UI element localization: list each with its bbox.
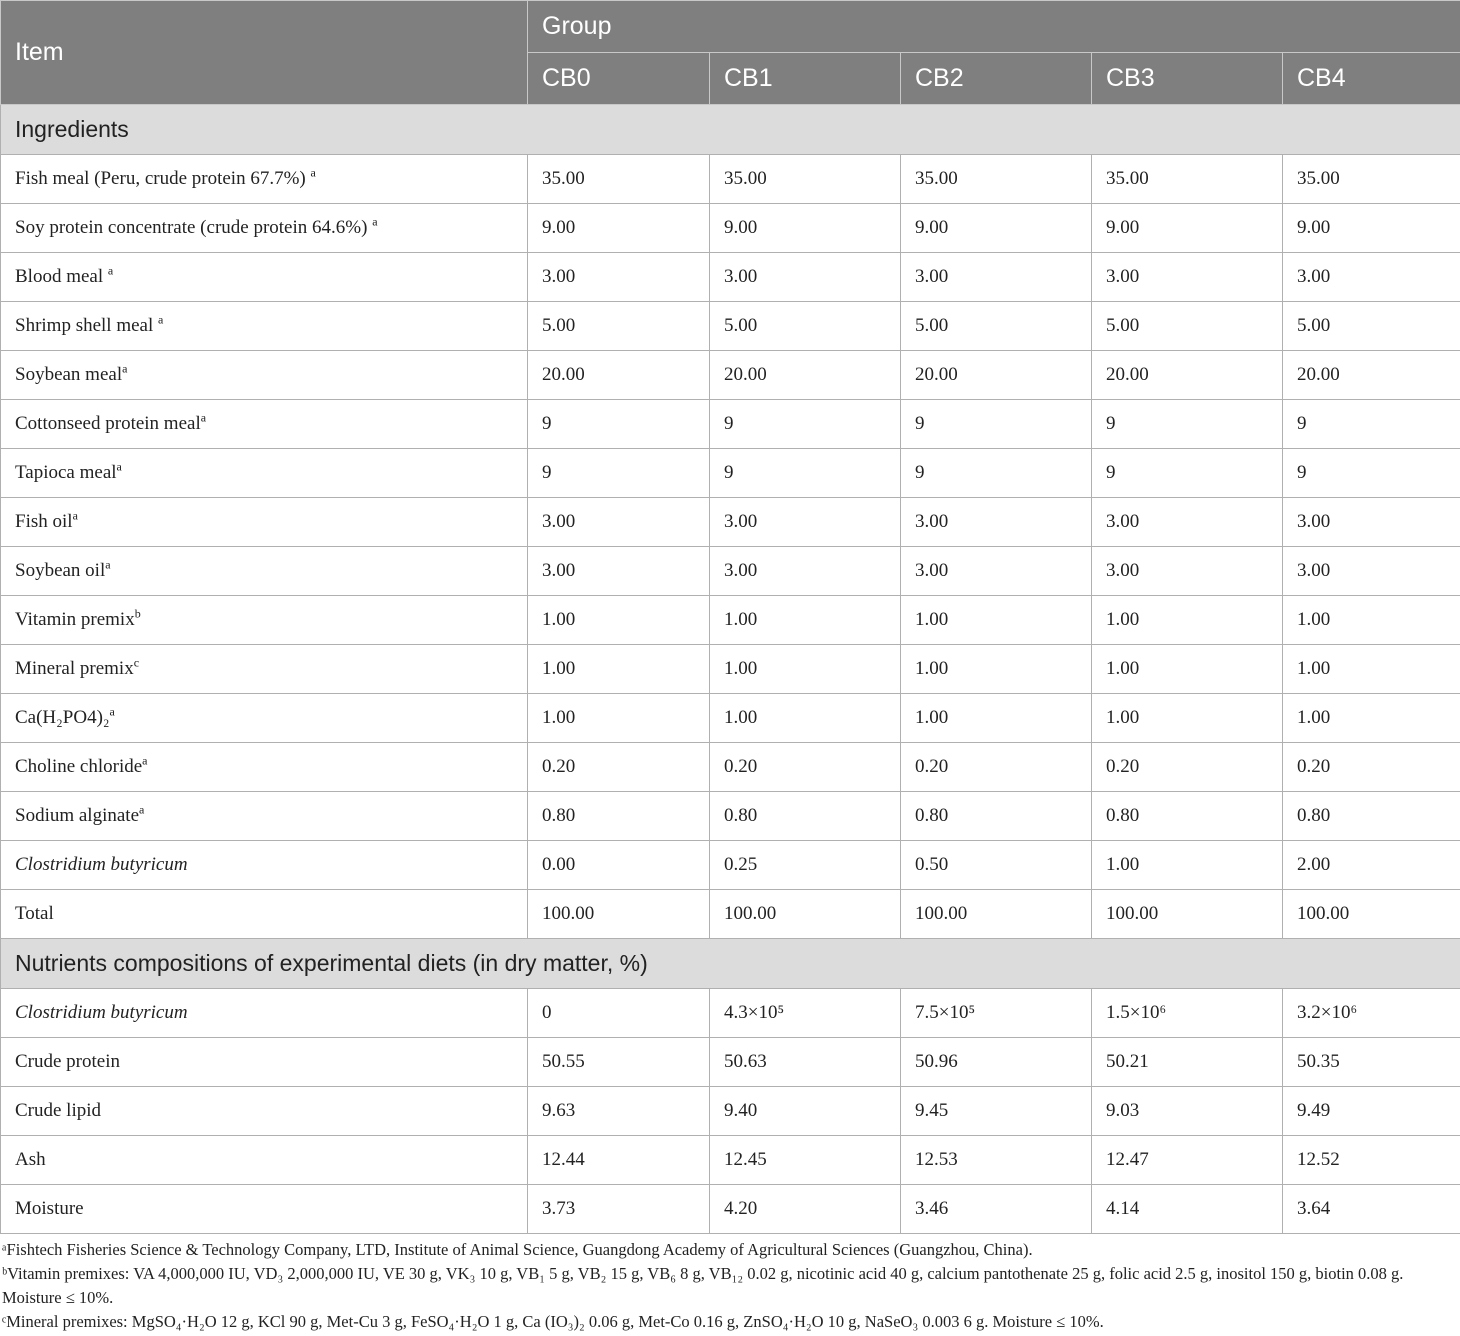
- value-cell-cb0: 3.73: [528, 1185, 710, 1234]
- row-label-cell: [1, 302, 528, 351]
- table-row: [1, 1038, 1460, 1087]
- value-cell-cb2: 9.45: [901, 1087, 1092, 1136]
- value-cell-cb4: 9: [1283, 449, 1460, 498]
- value-cell-cb1: 4.3×10⁵: [710, 989, 901, 1038]
- value-cell-cb3: 20.00: [1092, 351, 1283, 400]
- value-cell-cb2: 12.53: [901, 1136, 1092, 1185]
- value-cell-cb4: 5.00: [1283, 302, 1460, 351]
- value-cell-cb1: 9: [710, 449, 901, 498]
- value-cell-cb4: 20.00: [1283, 351, 1460, 400]
- value-cell-cb3: 1.00: [1092, 841, 1283, 890]
- row-label-cell: [1, 400, 528, 449]
- row-label-cell: [1, 1136, 528, 1185]
- value-cell-cb3: 3.00: [1092, 253, 1283, 302]
- row-label: Fish oil: [15, 511, 73, 532]
- value-cell-cb0: 1.00: [528, 694, 710, 743]
- row-label-cell: [1, 155, 528, 204]
- value-cell-cb3: 9.00: [1092, 204, 1283, 253]
- table-row: [1, 1185, 1460, 1234]
- table-row: [1, 792, 1460, 841]
- value-cell-cb1: 4.20: [710, 1185, 901, 1234]
- value-cell-cb2: 1.00: [901, 645, 1092, 694]
- row-label-cell: [1, 204, 528, 253]
- value-cell-cb0: 9.63: [528, 1087, 710, 1136]
- value-cell-cb4: 3.00: [1283, 498, 1460, 547]
- value-cell-cb3: 4.14: [1092, 1185, 1283, 1234]
- value-cell-cb0: 1.00: [528, 645, 710, 694]
- value-cell-cb3: 9.03: [1092, 1087, 1283, 1136]
- value-cell-cb2: 3.46: [901, 1185, 1092, 1234]
- table-row: [1, 351, 1460, 400]
- row-label-cell: [1, 1185, 528, 1234]
- value-cell-cb3: 35.00: [1092, 155, 1283, 204]
- value-cell-cb0: 0.00: [528, 841, 710, 890]
- value-cell-cb4: 35.00: [1283, 155, 1460, 204]
- row-label: Crude protein: [15, 1051, 121, 1072]
- value-cell-cb2: 3.00: [901, 498, 1092, 547]
- table-row: [1, 498, 1460, 547]
- value-cell-cb0: 3.00: [528, 547, 710, 596]
- value-cell-cb4: 9.49: [1283, 1087, 1460, 1136]
- group-header-cb4: CB4: [1283, 53, 1460, 105]
- value-cell-cb3: 5.00: [1092, 302, 1283, 351]
- row-label-cell: [1, 1087, 528, 1136]
- footnote-marker: a: [372, 214, 378, 229]
- row-label: Ca(H₂PO4)₂: [15, 707, 110, 728]
- value-cell-cb3: 9: [1092, 449, 1283, 498]
- value-cell-cb2: 0.20: [901, 743, 1092, 792]
- group-header-cb1: CB1: [710, 53, 901, 105]
- value-cell-cb2: 35.00: [901, 155, 1092, 204]
- value-cell-cb4: 3.2×10⁶: [1283, 989, 1460, 1038]
- row-label-cell: [1, 890, 528, 939]
- value-cell-cb3: 3.00: [1092, 547, 1283, 596]
- value-cell-cb1: 35.00: [710, 155, 901, 204]
- row-label-cell: [1, 547, 528, 596]
- value-cell-cb4: 50.35: [1283, 1038, 1460, 1087]
- value-cell-cb1: 100.00: [710, 890, 901, 939]
- value-cell-cb2: 1.00: [901, 694, 1092, 743]
- row-label-cell: [1, 841, 528, 890]
- value-cell-cb0: 3.00: [528, 498, 710, 547]
- value-cell-cb0: 1.00: [528, 596, 710, 645]
- table-row: [1, 155, 1460, 204]
- table-row: [1, 1087, 1460, 1136]
- value-cell-cb4: 1.00: [1283, 694, 1460, 743]
- table-row: [1, 890, 1460, 939]
- group-column-header: Group: [528, 1, 1460, 53]
- row-label-cell: [1, 1038, 528, 1087]
- footnote-marker: a: [122, 361, 128, 376]
- table-row: [1, 253, 1460, 302]
- value-cell-cb1: 1.00: [710, 645, 901, 694]
- row-label: Sodium alginate: [15, 805, 140, 826]
- row-label: Clostridium butyricum: [15, 854, 188, 875]
- value-cell-cb4: 9: [1283, 400, 1460, 449]
- row-label: Shrimp shell meal: [15, 315, 159, 336]
- value-cell-cb2: 0.80: [901, 792, 1092, 841]
- value-cell-cb3: 0.80: [1092, 792, 1283, 841]
- group-header-cb0: CB0: [528, 53, 710, 105]
- footnote-marker: a: [158, 312, 164, 327]
- footnote-marker: a: [139, 802, 145, 817]
- row-label: Fish meal (Peru, crude protein 67.7%): [15, 168, 311, 189]
- row-label-cell: [1, 792, 528, 841]
- value-cell-cb3: 1.5×10⁶: [1092, 989, 1283, 1038]
- row-label: Total: [15, 903, 54, 924]
- value-cell-cb3: 3.00: [1092, 498, 1283, 547]
- footnote-marker: a: [105, 557, 111, 572]
- table-row: [1, 841, 1460, 890]
- value-cell-cb2: 0.50: [901, 841, 1092, 890]
- table-row: [1, 204, 1460, 253]
- value-cell-cb4: 3.64: [1283, 1185, 1460, 1234]
- row-label-cell: [1, 351, 528, 400]
- row-label: Choline chloride: [15, 756, 143, 777]
- value-cell-cb0: 3.00: [528, 253, 710, 302]
- value-cell-cb2: 3.00: [901, 253, 1092, 302]
- value-cell-cb4: 12.52: [1283, 1136, 1460, 1185]
- table-header: [1, 1, 1460, 105]
- table-row: [1, 302, 1460, 351]
- value-cell-cb1: 0.20: [710, 743, 901, 792]
- value-cell-cb2: 3.00: [901, 547, 1092, 596]
- row-label: Cottonseed protein meal: [15, 413, 201, 434]
- row-label-cell: [1, 449, 528, 498]
- table-body: [1, 105, 1460, 1234]
- value-cell-cb2: 20.00: [901, 351, 1092, 400]
- footnote-marker: a: [107, 263, 114, 278]
- row-label: Soybean oil: [15, 560, 106, 581]
- value-cell-cb3: 100.00: [1092, 890, 1283, 939]
- value-cell-cb0: 100.00: [528, 890, 710, 939]
- row-label-cell: [1, 645, 528, 694]
- value-cell-cb0: 9: [528, 449, 710, 498]
- value-cell-cb4: 3.00: [1283, 253, 1460, 302]
- footnotes: [2, 1238, 1458, 1334]
- value-cell-cb0: 5.00: [528, 302, 710, 351]
- value-cell-cb3: 12.47: [1092, 1136, 1283, 1185]
- value-cell-cb1: 50.63: [710, 1038, 901, 1087]
- row-label-cell: [1, 989, 528, 1038]
- footnote-marker: a: [142, 753, 148, 768]
- footnote-marker: a: [200, 410, 207, 425]
- value-cell-cb0: 12.44: [528, 1136, 710, 1185]
- value-cell-cb2: 50.96: [901, 1038, 1092, 1087]
- row-label: Vitamin premix: [15, 609, 135, 630]
- section-header: Ingredients: [1, 105, 1460, 155]
- value-cell-cb1: 9.40: [710, 1087, 901, 1136]
- value-cell-cb1: 3.00: [710, 498, 901, 547]
- group-header-cb2: CB2: [901, 53, 1092, 105]
- row-label: Ash: [15, 1149, 46, 1170]
- value-cell-cb4: 3.00: [1283, 547, 1460, 596]
- row-label: Crude lipid: [15, 1100, 102, 1121]
- value-cell-cb0: 35.00: [528, 155, 710, 204]
- row-label-cell: [1, 694, 528, 743]
- item-column-header: Item: [1, 1, 528, 105]
- table-row: [1, 694, 1460, 743]
- row-label-cell: [1, 743, 528, 792]
- row-label: Tapioca meal: [15, 462, 117, 483]
- row-label: Soybean meal: [15, 364, 123, 385]
- value-cell-cb2: 5.00: [901, 302, 1092, 351]
- group-header-cb3: CB3: [1092, 53, 1283, 105]
- value-cell-cb4: 1.00: [1283, 596, 1460, 645]
- row-label-cell: [1, 596, 528, 645]
- value-cell-cb4: 0.80: [1283, 792, 1460, 841]
- value-cell-cb4: 100.00: [1283, 890, 1460, 939]
- footnote-marker: a: [72, 508, 78, 523]
- value-cell-cb1: 9.00: [710, 204, 901, 253]
- value-cell-cb2: 9: [901, 449, 1092, 498]
- value-cell-cb2: 9.00: [901, 204, 1092, 253]
- value-cell-cb2: 7.5×10⁵: [901, 989, 1092, 1038]
- footnote-a: ᵃFishtech Fisheries Science & Technology Company, LTD, Institute of Animal Science, Guangdong Academy of Agricultural Sciences (Guangzhou, China).: [2, 1240, 1033, 1259]
- value-cell-cb0: 9: [528, 400, 710, 449]
- value-cell-cb1: 0.25: [710, 841, 901, 890]
- value-cell-cb1: 3.00: [710, 253, 901, 302]
- value-cell-cb3: 50.21: [1092, 1038, 1283, 1087]
- table-row: [1, 400, 1460, 449]
- footnote-marker: a: [116, 459, 122, 474]
- row-label: Soy protein concentrate (crude protein 64.6%): [15, 217, 373, 238]
- value-cell-cb4: 2.00: [1283, 841, 1460, 890]
- value-cell-cb1: 0.80: [710, 792, 901, 841]
- value-cell-cb0: 0.80: [528, 792, 710, 841]
- table-row: [1, 547, 1460, 596]
- value-cell-cb4: 0.20: [1283, 743, 1460, 792]
- value-cell-cb4: 1.00: [1283, 645, 1460, 694]
- value-cell-cb2: 100.00: [901, 890, 1092, 939]
- footnote-marker: a: [109, 704, 115, 719]
- value-cell-cb3: 1.00: [1092, 596, 1283, 645]
- value-cell-cb0: 9.00: [528, 204, 710, 253]
- table-row: [1, 1136, 1460, 1185]
- footnote-c: ᶜMineral premixes: MgSO₄·H₂O 12 g, KCl 90 g, Met-Cu 3 g, FeSO₄·H₂O 1 g, Ca (IO₃)₂ 0.06 g, Met-Co 0.16 g, ZnSO₄·H₂O 10 g, NaSeO₃ 0.003 6 g. Moisture ≤ 10%.: [2, 1312, 1104, 1331]
- value-cell-cb4: 9.00: [1283, 204, 1460, 253]
- value-cell-cb1: 12.45: [710, 1136, 901, 1185]
- value-cell-cb0: 20.00: [528, 351, 710, 400]
- value-cell-cb1: 1.00: [710, 694, 901, 743]
- footnote-marker: c: [133, 655, 140, 670]
- row-label: Clostridium butyricum: [15, 1002, 188, 1023]
- value-cell-cb1: 20.00: [710, 351, 901, 400]
- row-label: Blood meal: [15, 266, 108, 287]
- table-row: [1, 596, 1460, 645]
- table-row: [1, 743, 1460, 792]
- value-cell-cb0: 0: [528, 989, 710, 1038]
- table-row: [1, 449, 1460, 498]
- row-label: Moisture: [15, 1198, 84, 1219]
- value-cell-cb3: 1.00: [1092, 694, 1283, 743]
- value-cell-cb0: 50.55: [528, 1038, 710, 1087]
- footnote-b: ᵇVitamin premixes: VA 4,000,000 IU, VD₃ 2,000,000 IU, VE 30 g, VK₃ 10 g, VB₁ 5 g, VB₂ 15 g, VB₆ 8 g, VB₁₂ 0.02 g, nicotinic acid 40 g, calcium pantothenate 25 g, folic acid 2.5 g, inositol 150 g, biotin 0.08 g. Moisture ≤ 10%.: [2, 1264, 1404, 1307]
- value-cell-cb1: 1.00: [710, 596, 901, 645]
- row-label: Mineral premix: [15, 658, 134, 679]
- value-cell-cb1: 3.00: [710, 547, 901, 596]
- table-row: [1, 645, 1460, 694]
- value-cell-cb1: 5.00: [710, 302, 901, 351]
- value-cell-cb1: 9: [710, 400, 901, 449]
- value-cell-cb3: 1.00: [1092, 645, 1283, 694]
- table-row: [1, 989, 1460, 1038]
- value-cell-cb2: 1.00: [901, 596, 1092, 645]
- value-cell-cb3: 9: [1092, 400, 1283, 449]
- value-cell-cb0: 0.20: [528, 743, 710, 792]
- value-cell-cb3: 0.20: [1092, 743, 1283, 792]
- row-label-cell: [1, 498, 528, 547]
- row-label-cell: [1, 253, 528, 302]
- section-header: Nutrients compositions of experimental diets (in dry matter, %): [1, 939, 1460, 989]
- value-cell-cb2: 9: [901, 400, 1092, 449]
- footnote-marker: a: [310, 165, 316, 180]
- footnote-marker: b: [134, 606, 141, 621]
